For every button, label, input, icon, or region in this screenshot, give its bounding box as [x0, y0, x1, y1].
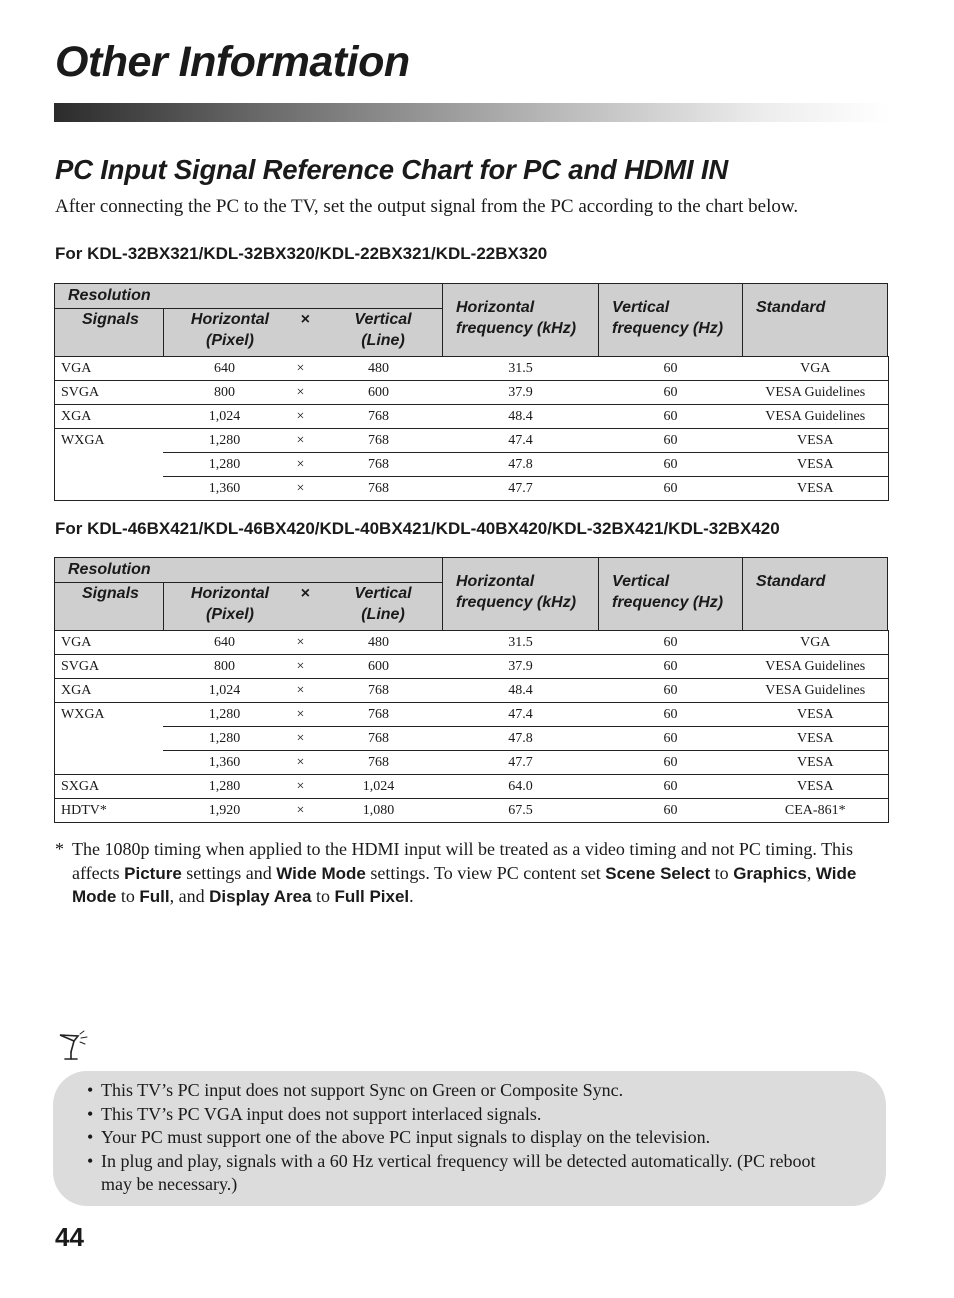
vertical-line-cell: 768	[315, 727, 443, 751]
signal-cell: HDTV*	[55, 799, 163, 823]
standard-cell: VESA Guidelines	[743, 381, 889, 405]
tip-text: In plug and play, signals with a 60 Hz vertical frequency will be detected automatically. (PC reboot may be necessary.)	[101, 1150, 816, 1194]
horizontal-frequency-cell: 67.5	[443, 799, 599, 823]
table-row	[55, 799, 889, 823]
times-cell: ×	[287, 477, 315, 501]
vertical-frequency-cell: 60	[599, 477, 743, 501]
horizontal-pixel-cell: 1,024	[163, 679, 287, 703]
header-signals: Signals	[82, 585, 139, 602]
table-row	[55, 775, 889, 799]
standard-cell: VESA	[743, 703, 889, 727]
vertical-line-cell: 768	[315, 679, 443, 703]
intro-text: After connecting the PC to the TV, set the output signal from the PC according to the chart below.	[55, 196, 799, 217]
title-gradient-bar	[54, 103, 890, 122]
vertical-line-cell: 768	[315, 751, 443, 775]
header-standard: Standard	[756, 573, 826, 590]
table1-body	[54, 356, 889, 501]
horizontal-pixel-cell: 1,280	[163, 775, 287, 799]
header-horizontal-frequency: Horizontal frequency (kHz)	[456, 573, 577, 611]
standard-cell: VESA	[743, 453, 889, 477]
vertical-line-cell: 1,024	[315, 775, 443, 799]
standard-cell: VESA	[743, 727, 889, 751]
signal-cell: VGA	[55, 631, 163, 655]
horizontal-frequency-cell: 47.7	[443, 477, 599, 501]
vertical-frequency-cell: 60	[599, 429, 743, 453]
horizontal-pixel-cell: 640	[163, 357, 287, 381]
header-resolution: Resolution	[68, 561, 151, 578]
horizontal-frequency-cell: 48.4	[443, 679, 599, 703]
signal-cell: WXGA	[55, 429, 163, 453]
table1-model-heading: For KDL-32BX321/KDL-32BX320/KDL-22BX321/KDL-22BX320	[55, 244, 548, 263]
standard-cell: VESA	[743, 775, 889, 799]
horizontal-frequency-cell: 47.8	[443, 453, 599, 477]
header-horizontal: Horizontal (Pixel)	[190, 585, 270, 623]
horizontal-pixel-cell: 1,280	[163, 727, 287, 751]
vertical-line-cell: 768	[315, 477, 443, 501]
header-resolution: Resolution	[68, 287, 151, 304]
signal-cell: SVGA	[55, 381, 163, 405]
list-item	[87, 1079, 846, 1103]
header-times: ×	[300, 585, 310, 602]
table-row	[55, 381, 889, 405]
bullet: •	[87, 1080, 94, 1100]
tip-lamp-icon	[56, 1028, 96, 1062]
header-vertical: Vertical (Line)	[354, 585, 412, 623]
header-times: ×	[300, 311, 310, 328]
header-vertical-frequency: Vertical frequency (Hz)	[612, 573, 724, 611]
horizontal-pixel-cell: 1,280	[163, 429, 287, 453]
standard-cell: VESA	[743, 429, 889, 453]
signal-cell: XGA	[55, 405, 163, 429]
horizontal-pixel-cell: 800	[163, 381, 287, 405]
table-row	[55, 751, 889, 775]
horizontal-pixel-cell: 800	[163, 655, 287, 679]
vertical-frequency-cell: 60	[599, 453, 743, 477]
times-cell: ×	[287, 405, 315, 429]
horizontal-frequency-cell: 64.0	[443, 775, 599, 799]
page-number: 44	[55, 1222, 84, 1252]
times-cell: ×	[287, 775, 315, 799]
footnote-asterisk: *	[55, 839, 64, 859]
horizontal-frequency-cell: 47.4	[443, 703, 599, 727]
vertical-frequency-cell: 60	[599, 381, 743, 405]
standard-cell: VESA Guidelines	[743, 655, 889, 679]
list-item	[87, 1150, 846, 1197]
horizontal-frequency-cell: 31.5	[443, 631, 599, 655]
horizontal-pixel-cell: 1,280	[163, 703, 287, 727]
signal-cell	[55, 453, 163, 477]
page-title: Other Information	[55, 38, 410, 86]
times-cell: ×	[287, 703, 315, 727]
header-horizontal-frequency: Horizontal frequency (kHz)	[456, 299, 577, 337]
list-item	[87, 1103, 846, 1127]
standard-cell: VESA	[743, 477, 889, 501]
header-vertical-frequency: Vertical frequency (Hz)	[612, 299, 724, 337]
signal-cell: SVGA	[55, 655, 163, 679]
bullet: •	[87, 1150, 94, 1171]
standard-cell: VESA Guidelines	[743, 405, 889, 429]
table2-model-heading: For KDL-46BX421/KDL-46BX420/KDL-40BX421/KDL-40BX420/KDL-32BX421/KDL-32BX420	[55, 519, 780, 538]
times-cell: ×	[287, 751, 315, 775]
vertical-frequency-cell: 60	[599, 727, 743, 751]
tip-text: Your PC must support one of the above PC input signals to display on the television.	[101, 1127, 711, 1147]
times-cell: ×	[287, 453, 315, 477]
standard-cell: VESA	[743, 751, 889, 775]
vertical-line-cell: 768	[315, 405, 443, 429]
bullet: •	[87, 1103, 94, 1124]
times-cell: ×	[287, 357, 315, 381]
table2-header	[54, 557, 888, 631]
vertical-line-cell: 600	[315, 655, 443, 679]
horizontal-pixel-cell: 1,024	[163, 405, 287, 429]
vertical-frequency-cell: 60	[599, 405, 743, 429]
footnote	[55, 838, 885, 909]
times-cell: ×	[287, 631, 315, 655]
vertical-line-cell: 768	[315, 703, 443, 727]
header-signals: Signals	[82, 311, 139, 328]
vertical-frequency-cell: 60	[599, 751, 743, 775]
horizontal-frequency-cell: 47.7	[443, 751, 599, 775]
times-cell: ×	[287, 679, 315, 703]
table-row	[55, 727, 889, 751]
vertical-line-cell: 768	[315, 429, 443, 453]
signal-cell: SXGA	[55, 775, 163, 799]
section-title: PC Input Signal Reference Chart for PC and HDMI IN	[55, 154, 728, 185]
horizontal-pixel-cell: 1,360	[163, 477, 287, 501]
tip-text: This TV’s PC input does not support Sync on Green or Composite Sync.	[101, 1080, 624, 1100]
vertical-frequency-cell: 60	[599, 775, 743, 799]
vertical-frequency-cell: 60	[599, 655, 743, 679]
table-row	[55, 357, 889, 381]
table-row	[55, 405, 889, 429]
signal-cell: XGA	[55, 679, 163, 703]
times-cell: ×	[287, 727, 315, 751]
times-cell: ×	[287, 381, 315, 405]
bullet: •	[87, 1127, 94, 1147]
times-cell: ×	[287, 799, 315, 823]
signal-cell	[55, 727, 163, 751]
signal-cell	[55, 751, 163, 775]
vertical-frequency-cell: 60	[599, 631, 743, 655]
vertical-line-cell: 768	[315, 453, 443, 477]
table-row	[55, 429, 889, 453]
horizontal-pixel-cell: 640	[163, 631, 287, 655]
signal-cell: WXGA	[55, 703, 163, 727]
horizontal-frequency-cell: 47.4	[443, 429, 599, 453]
signal-cell	[55, 477, 163, 501]
times-cell: ×	[287, 655, 315, 679]
horizontal-frequency-cell: 48.4	[443, 405, 599, 429]
table-row	[55, 477, 889, 501]
vertical-line-cell: 480	[315, 631, 443, 655]
table-row	[55, 631, 889, 655]
table-row	[55, 679, 889, 703]
horizontal-frequency-cell: 37.9	[443, 655, 599, 679]
table1-header	[54, 283, 888, 357]
vertical-line-cell: 600	[315, 381, 443, 405]
vertical-frequency-cell: 60	[599, 679, 743, 703]
horizontal-pixel-cell: 1,920	[163, 799, 287, 823]
vertical-line-cell: 480	[315, 357, 443, 381]
standard-cell: VGA	[743, 631, 889, 655]
horizontal-frequency-cell: 31.5	[443, 357, 599, 381]
vertical-frequency-cell: 60	[599, 357, 743, 381]
table-row	[55, 703, 889, 727]
horizontal-pixel-cell: 1,280	[163, 453, 287, 477]
header-horizontal: Horizontal (Pixel)	[190, 311, 270, 349]
vertical-frequency-cell: 60	[599, 799, 743, 823]
vertical-line-cell: 1,080	[315, 799, 443, 823]
vertical-frequency-cell: 60	[599, 703, 743, 727]
horizontal-frequency-cell: 37.9	[443, 381, 599, 405]
standard-cell: CEA-861*	[743, 799, 889, 823]
signal-cell: VGA	[55, 357, 163, 381]
header-standard: Standard	[756, 299, 826, 316]
table2-body	[54, 630, 889, 823]
footnote-text: The 1080p timing when applied to the HDMI input will be treated as a video timing and not PC timing. This affects Picture settings and Wide Mode settings. To view PC content set Scene Select to Graphics, Wide Mode to Full, and Display Area to Full Pixel.	[72, 839, 857, 906]
list-item	[87, 1126, 846, 1150]
standard-cell: VGA	[743, 357, 889, 381]
table-row	[55, 453, 889, 477]
header-vertical: Vertical (Line)	[354, 311, 412, 349]
table-row	[55, 655, 889, 679]
tip-box	[53, 1071, 886, 1206]
horizontal-frequency-cell: 47.8	[443, 727, 599, 751]
times-cell: ×	[287, 429, 315, 453]
standard-cell: VESA Guidelines	[743, 679, 889, 703]
tip-text: This TV’s PC VGA input does not support interlaced signals.	[101, 1103, 542, 1124]
horizontal-pixel-cell: 1,360	[163, 751, 287, 775]
